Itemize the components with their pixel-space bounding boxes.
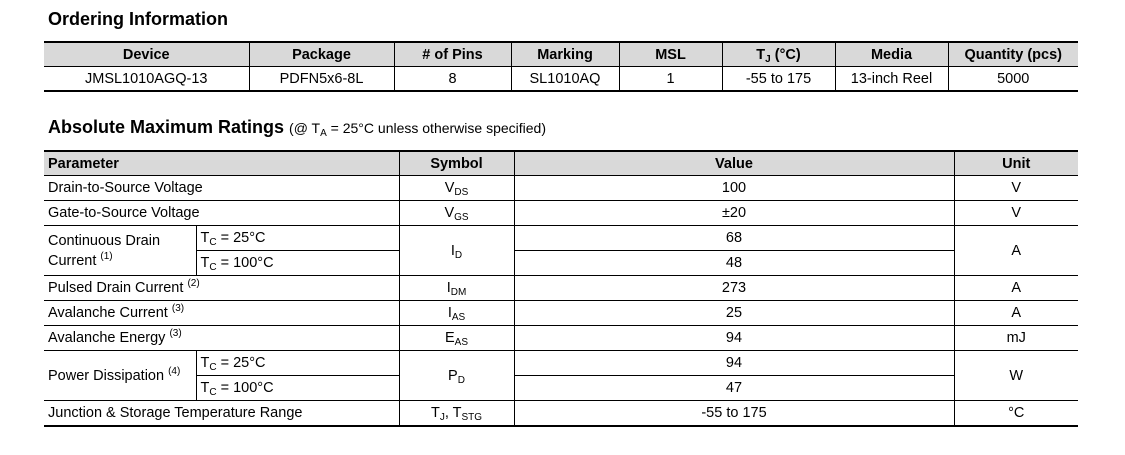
row-vds: [44, 176, 1078, 201]
cond-sub: C: [209, 237, 217, 248]
amr-cond-pre: (@ T: [289, 120, 321, 136]
cond-pd-100: [196, 376, 399, 401]
unit-vds: V: [954, 176, 1078, 201]
header-parameter: Parameter: [44, 151, 399, 176]
cell-package: PDFN5x6-8L: [249, 67, 394, 92]
sym-main: P: [448, 367, 458, 384]
value-vgs: ±20: [514, 201, 954, 226]
param-vgs: Gate-to-Source Voltage: [44, 201, 399, 226]
sym-sub: DM: [450, 287, 467, 298]
sym-sub: DS: [454, 187, 469, 198]
param-text: Power Dissipation: [48, 367, 165, 384]
ordering-header-row: [44, 42, 1078, 67]
cond-main: T: [200, 380, 210, 396]
cond-id-100: [196, 251, 399, 276]
value-tj: -55 to 175: [514, 401, 954, 427]
unit-ias: A: [954, 301, 1078, 326]
cell-marking: SL1010AQ: [511, 67, 619, 92]
cell-media: 13-inch Reel: [835, 67, 948, 92]
value-eas: 94: [514, 326, 954, 351]
row-tj: [44, 401, 1078, 427]
header-value: Value: [514, 151, 954, 176]
symbol-vgs: [399, 201, 514, 226]
sym-sub: AS: [454, 337, 468, 348]
value-id-25: 68: [514, 226, 954, 251]
cond-post: = 25°C: [216, 355, 266, 371]
tj-unit: (°C): [770, 46, 801, 63]
param-vds: Drain-to-Source Voltage: [44, 176, 399, 201]
unit-idm: A: [954, 276, 1078, 301]
unit-eas: mJ: [954, 326, 1078, 351]
row-ias: [44, 301, 1078, 326]
ordering-row: [44, 67, 1078, 92]
cond-sub: C: [209, 362, 217, 373]
sym-main-2: T: [452, 405, 462, 421]
param-eas: [44, 326, 399, 351]
unit-tj: °C: [954, 401, 1078, 427]
row-pd-2: [44, 376, 1078, 401]
ordering-information-table: [44, 41, 1078, 92]
amr-header-row: [44, 151, 1078, 176]
absolute-maximum-ratings-table: [44, 150, 1078, 427]
unit-pd: W: [954, 351, 1078, 401]
cond-main: T: [200, 255, 210, 271]
footnote-ref: (1): [100, 250, 113, 262]
param-text: Pulsed Drain Current: [48, 280, 184, 296]
symbol-idm: [399, 276, 514, 301]
param-id-line1: Continuous Drain: [48, 232, 161, 249]
sym-main: I: [446, 280, 451, 296]
header-marking: Marking: [511, 42, 619, 67]
cond-id-25: [196, 226, 399, 251]
value-id-100: 48: [514, 251, 954, 276]
symbol-pd: [399, 351, 514, 401]
sym-main: I: [447, 305, 452, 321]
header-unit: Unit: [954, 151, 1078, 176]
row-idm: [44, 276, 1078, 301]
ordering-information-title: Ordering Information: [48, 9, 228, 29]
footnote-ref: (2): [187, 278, 200, 289]
symbol-id: [399, 226, 514, 276]
sym-sub-2: STG: [461, 412, 483, 423]
header-msl: MSL: [619, 42, 722, 67]
cond-post: = 100°C: [216, 380, 274, 396]
param-idm: [44, 276, 399, 301]
cond-sub: C: [209, 262, 217, 273]
sym-sep: ,: [444, 405, 453, 421]
cell-msl: 1: [619, 67, 722, 92]
sym-main: I: [450, 242, 455, 259]
cell-tj: -55 to 175: [722, 67, 835, 92]
header-package: Package: [249, 42, 394, 67]
value-pd-25: 94: [514, 351, 954, 376]
sym-main: E: [444, 330, 455, 346]
cell-quantity: 5000: [948, 67, 1078, 92]
absolute-maximum-ratings-title: [48, 117, 546, 138]
row-vgs: [44, 201, 1078, 226]
unit-id: A: [954, 226, 1078, 276]
row-id-2: [44, 251, 1078, 276]
header-device: Device: [44, 42, 249, 67]
footnote-ref: (3): [169, 328, 182, 339]
footnote-ref: (3): [171, 303, 185, 314]
sym-main: V: [444, 180, 455, 196]
symbol-tj: [399, 401, 514, 427]
tj-subscript: J: [765, 53, 771, 65]
sym-sub: D: [457, 374, 465, 386]
header-symbol: Symbol: [399, 151, 514, 176]
value-vds: 100: [514, 176, 954, 201]
sym-sub: GS: [454, 212, 469, 223]
header-quantity: Quantity (pcs): [948, 42, 1078, 67]
cond-main: T: [200, 230, 210, 246]
param-id-line2: Current: [48, 252, 97, 269]
symbol-ias: [399, 301, 514, 326]
cond-pd-25: [196, 351, 399, 376]
amr-cond-post: = 25°C unless otherwise specified): [326, 120, 546, 136]
value-idm: 273: [514, 276, 954, 301]
row-pd-1: [44, 351, 1078, 376]
param-ias: [44, 301, 399, 326]
param-text: Avalanche Current: [48, 305, 168, 321]
param-id: [44, 226, 196, 276]
amr-cond-sub: A: [320, 128, 327, 139]
param-tj: Junction & Storage Temperature Range: [44, 401, 399, 427]
symbol-vds: [399, 176, 514, 201]
symbol-eas: [399, 326, 514, 351]
cond-post: = 25°C: [216, 230, 266, 246]
cell-device: JMSL1010AGQ-13: [44, 67, 249, 92]
cond-sub: C: [209, 387, 217, 398]
sym-main: T: [430, 405, 440, 421]
value-ias: 25: [514, 301, 954, 326]
amr-condition: [289, 120, 546, 139]
unit-vgs: V: [954, 201, 1078, 226]
sym-sub: J: [439, 412, 445, 423]
param-text: Avalanche Energy: [48, 330, 166, 346]
footnote-ref: (4): [168, 365, 181, 377]
header-media: Media: [835, 42, 948, 67]
cond-post: = 100°C: [216, 255, 274, 271]
row-id-1: [44, 226, 1078, 251]
tj-symbol: T: [756, 46, 766, 63]
cond-main: T: [200, 355, 210, 371]
sym-main: V: [444, 205, 455, 221]
sym-sub: AS: [451, 312, 466, 323]
sym-sub: D: [454, 249, 463, 261]
row-eas: [44, 326, 1078, 351]
value-pd-100: 47: [514, 376, 954, 401]
header-tj: [722, 42, 835, 67]
header-pins: # of Pins: [394, 42, 511, 67]
amr-title-text: Absolute Maximum Ratings: [48, 117, 285, 137]
param-pd: [44, 351, 196, 401]
cell-pins: 8: [394, 67, 511, 92]
